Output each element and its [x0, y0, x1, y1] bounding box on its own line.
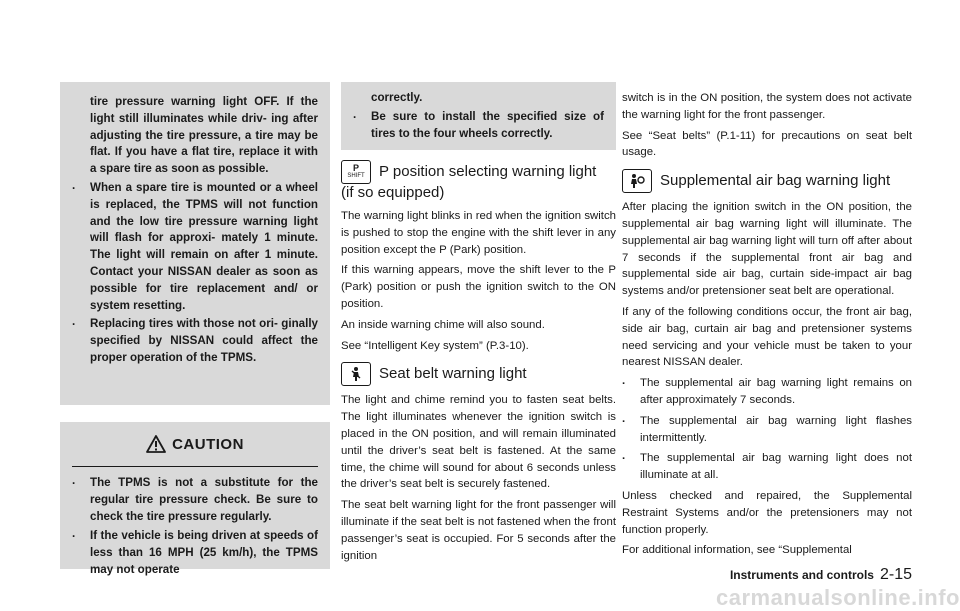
caution-item: . If the vehicle is being driven at speeds of less than 16 MPH (25 km/h), the TPMS may not operate — [72, 528, 318, 578]
list-item: . The supplemental air bag warning light flashes intermittently. — [622, 413, 912, 447]
tpms-note-item: . When a spare tire is mounted or a wheel is replaced, the TPMS will not function and the low tire pressure warning light will flash for approxi- mately 1 minute. The light will remain on after 1 minute. Contact your NISSAN dealer as soon as possible for tire replacement and/ or system resetting. — [72, 180, 318, 314]
paragraph: If this warning appears, move the shift lever to the P (Park) position or push the ignition switch to the ON position. — [341, 264, 616, 310]
air-bag-column — [622, 90, 912, 559]
seat-belt-icon — [341, 362, 371, 386]
tpms-intro-text: tire pressure warning light OFF. If the light still illuminates while driv- ing after adjusting the tire pressure, a tire may be flat. If you have a flat tire, replace it with a spare tire as soon as possible. — [90, 95, 318, 176]
p-position-heading-line2: (if so equipped) — [341, 184, 445, 201]
list-item: . The supplemental air bag warning light does not illuminate at all. — [622, 450, 912, 484]
tpms-notes-box — [60, 82, 330, 405]
paragraph: switch is in the ON position, the system does not activate the warning light for the front passenger. — [622, 92, 912, 121]
list-item: . The supplemental air bag warning light remains on after approximately 7 seconds. — [622, 375, 912, 409]
shift-p-icon: P SHIFT — [341, 160, 371, 184]
seat-belt-heading-text: Seat belt warning light — [379, 365, 527, 383]
page-number: 2-15 — [879, 566, 912, 583]
paragraph: After placing the ignition switch in the ON position, the supplemental air bag warning light will illuminate. The supplemental air bag warning light will turn off after about 7 seconds if the supplemental front air bag and supplemental side air bag, curtain side-impact air bag systems and/or pretensioner seat belt are operational. — [622, 201, 912, 298]
warning-triangle-icon — [146, 435, 166, 453]
footer-section-title: Instruments and controls — [729, 568, 874, 582]
p-position-section — [341, 160, 616, 564]
paragraph: If any of the following conditions occur, the front air bag, side air bag, curtain air bag and pretensioner systems need servicing and your vehicle must be taken to your nearest NISSAN dealer. — [622, 305, 912, 369]
paragraph: Unless checked and repaired, the Supplemental Restraint Systems and/or the pretensioners may not function properly. — [622, 489, 912, 536]
paragraph: For additional information, see “Supplemental — [622, 544, 852, 557]
paragraph: An inside warning chime will also sound. — [341, 318, 545, 331]
paragraph: See “Intelligent Key system” (P.3-10). — [341, 339, 529, 352]
air-bag-heading — [622, 169, 912, 193]
caution-header — [72, 422, 318, 467]
watermark: carmanualsonline.info — [716, 585, 960, 610]
tpms-note-item: . Replacing tires with those not ori- ginally specified by NISSAN could affect the proper operation of the TPMS. — [72, 316, 318, 366]
caution-item: . The TPMS is not a substitute for the regular tire pressure check. Be sure to check the tire pressure regularly. — [72, 475, 318, 525]
paragraph: The warning light blinks in red when the ignition switch is pushed to stop the engine with the shift lever in any position except the P (Park) position. — [341, 210, 616, 256]
caution-box — [60, 422, 330, 576]
air-bag-icon — [622, 169, 652, 193]
paragraph: The light and chime remind you to fasten seat belts. The light illuminates whenever the ignition switch is placed in the ON position, and will remain illuminated until the driver’s seat belt is fastened. At the same time, the chime will sound for about 6 seconds unless the driver’s seat belt is securely fastened. — [341, 394, 616, 491]
air-bag-heading-text: Supplemental air bag warning light — [660, 172, 891, 190]
seat-belt-heading — [341, 362, 616, 386]
p-position-heading-line1: P position selecting warning light — [379, 163, 597, 180]
p-position-heading — [341, 160, 616, 184]
paragraph: The seat belt warning light for the front passenger will illuminate if the seat belt is not fastened when the front passenger’s seat is occupied. For 5 seconds after the ignition — [341, 499, 616, 562]
caution-continued-text: correctly. — [371, 91, 423, 104]
paragraph: See “Seat belts” (P.1-11) for precautions on seat belt usage. — [622, 129, 912, 159]
caution-item: . Be sure to install the specified size of tires to the four wheels correctly. — [353, 109, 604, 143]
caution-continued-box — [341, 82, 616, 150]
page-footer — [730, 566, 912, 584]
caution-title: CAUTION — [172, 435, 244, 453]
